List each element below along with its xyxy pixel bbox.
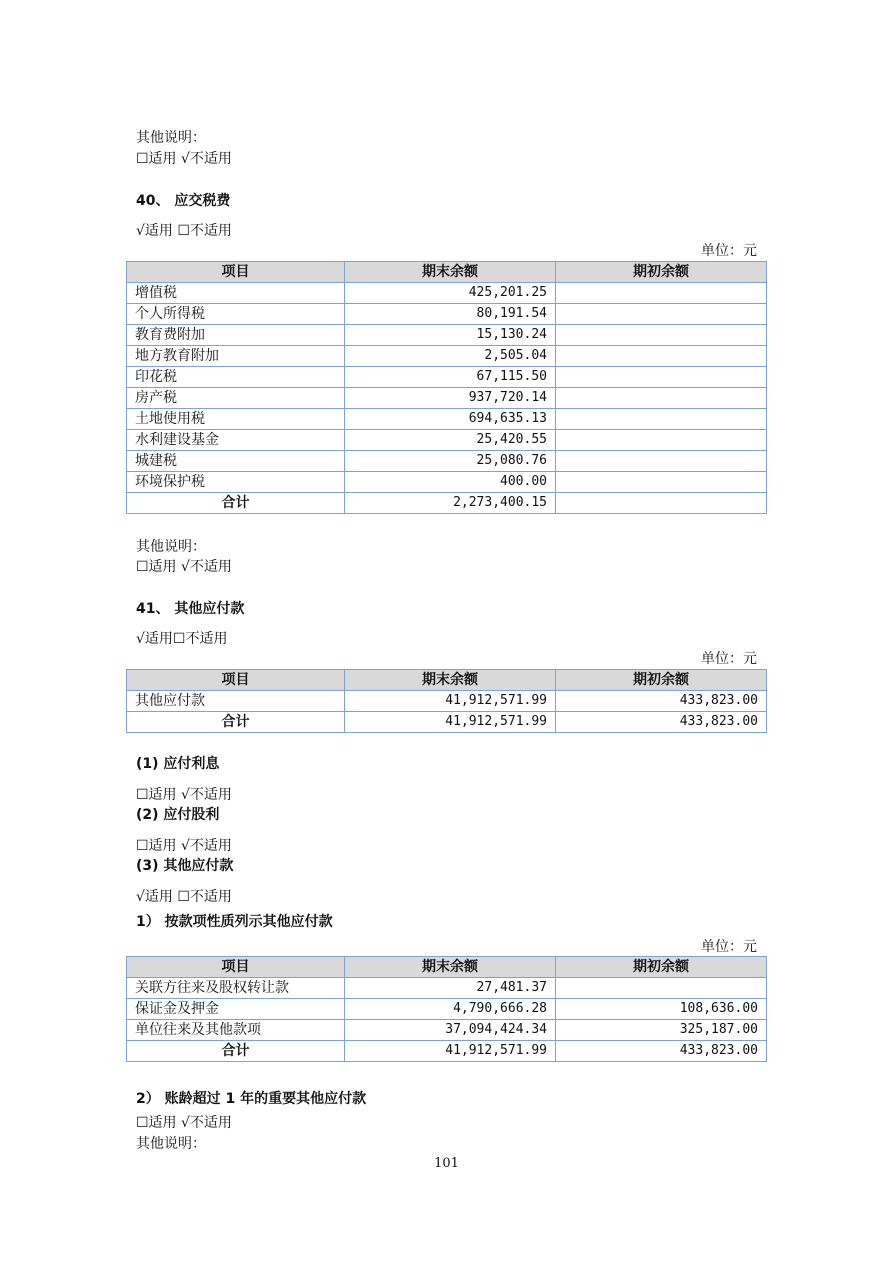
table-row [127,1020,767,1041]
row-opening-balance [556,283,767,304]
row-item: 城建税 [127,451,345,472]
table-row [127,409,767,430]
other-note-label: 其他说明： [136,130,206,146]
total-ending-balance: 41,912,571.99 [345,712,556,733]
row-item: 关联方往来及股权转让款 [127,978,345,999]
row-item: 土地使用税 [127,409,345,430]
payables-by-nature-table [126,956,767,1062]
row-ending-balance: 425,201.25 [345,283,556,304]
total-opening-balance: 433,823.00 [556,712,767,733]
section-40-other-note: 其他说明： [136,539,206,555]
table-header-row [127,957,767,978]
page-number: 101 [434,1156,459,1171]
table-row [127,999,767,1020]
row-opening-balance [556,451,767,472]
row-item: 地方教育附加 [127,346,345,367]
row-ending-balance: 25,420.55 [345,430,556,451]
row-ending-balance: 15,130.24 [345,325,556,346]
applicability-status: ☐适用 √不适用 [136,151,232,167]
section-40-unit: 单位：元 [701,243,757,259]
table-row [127,346,767,367]
table-header-row [127,670,767,691]
row-ending-balance: 694,635.13 [345,409,556,430]
row-item: 其他应付款 [127,691,345,712]
table-total-row [127,712,767,733]
total-opening-balance: 433,823.00 [556,1041,767,1062]
table-row [127,691,767,712]
nature-unit: 单位：元 [701,939,757,955]
row-ending-balance: 400.00 [345,472,556,493]
total-label: 合计 [127,493,345,514]
row-opening-balance [556,430,767,451]
row-ending-balance: 937,720.14 [345,388,556,409]
row-opening-balance: 433,823.00 [556,691,767,712]
sub-2-applicability: ☐适用 √不适用 [136,838,232,854]
row-opening-balance [556,325,767,346]
row-opening-balance [556,409,767,430]
aging-other-note: 其他说明： [136,1136,206,1152]
table-row [127,304,767,325]
section-41-unit: 单位：元 [701,651,757,667]
row-item: 印花税 [127,367,345,388]
table-row [127,367,767,388]
sub-1-heading: (1) 应付利息 [136,756,220,772]
section-41-heading: 41、 其他应付款 [136,601,245,617]
row-opening-balance [556,388,767,409]
table-row [127,978,767,999]
row-item: 水利建设基金 [127,430,345,451]
row-item: 单位往来及其他款项 [127,1020,345,1041]
header-opening-balance: 期初余额 [556,670,767,691]
table-row [127,325,767,346]
row-opening-balance [556,367,767,388]
total-ending-balance: 2,273,400.15 [345,493,556,514]
taxes-payable-table [126,261,767,514]
row-item: 保证金及押金 [127,999,345,1020]
total-ending-balance: 41,912,571.99 [345,1041,556,1062]
table-row [127,430,767,451]
total-label: 合计 [127,1041,345,1062]
sub-3-heading: (3) 其他应付款 [136,858,234,874]
row-item: 增值税 [127,283,345,304]
table-total-row [127,493,767,514]
table-row [127,283,767,304]
aging-applicability: ☐适用 √不适用 [136,1115,232,1131]
other-payables-table [126,669,767,733]
row-item: 教育费附加 [127,325,345,346]
header-ending-balance: 期末余额 [345,262,556,283]
table-row [127,388,767,409]
row-ending-balance: 80,191.54 [345,304,556,325]
table-header-row [127,262,767,283]
table-row [127,472,767,493]
header-item: 项目 [127,957,345,978]
row-ending-balance: 41,912,571.99 [345,691,556,712]
header-opening-balance: 期初余额 [556,957,767,978]
section-41-applicability: √适用☐不适用 [136,631,228,647]
sub-3-applicability: √适用 ☐不适用 [136,889,232,905]
aging-heading: 2） 账龄超过 1 年的重要其他应付款 [136,1091,367,1107]
header-ending-balance: 期末余额 [345,670,556,691]
header-item: 项目 [127,262,345,283]
section-40-note-applicability: ☐适用 √不适用 [136,559,232,575]
row-ending-balance: 25,080.76 [345,451,556,472]
row-item: 环境保护税 [127,472,345,493]
row-opening-balance [556,346,767,367]
section-40-heading: 40、 应交税费 [136,193,231,209]
sub-1-applicability: ☐适用 √不适用 [136,787,232,803]
row-opening-balance [556,472,767,493]
total-opening-balance [556,493,767,514]
row-opening-balance [556,978,767,999]
row-item: 个人所得税 [127,304,345,325]
row-ending-balance: 2,505.04 [345,346,556,367]
nature-heading: 1） 按款项性质列示其他应付款 [136,914,333,930]
header-item: 项目 [127,670,345,691]
row-item: 房产税 [127,388,345,409]
table-total-row [127,1041,767,1062]
header-opening-balance: 期初余额 [556,262,767,283]
row-ending-balance: 4,790,666.28 [345,999,556,1020]
row-ending-balance: 37,094,424.34 [345,1020,556,1041]
row-opening-balance [556,304,767,325]
section-40-applicability: √适用 ☐不适用 [136,223,232,239]
row-opening-balance: 325,187.00 [556,1020,767,1041]
row-opening-balance: 108,636.00 [556,999,767,1020]
row-ending-balance: 27,481.37 [345,978,556,999]
total-label: 合计 [127,712,345,733]
sub-2-heading: (2) 应付股利 [136,807,220,823]
row-ending-balance: 67,115.50 [345,367,556,388]
header-ending-balance: 期末余额 [345,957,556,978]
table-row [127,451,767,472]
